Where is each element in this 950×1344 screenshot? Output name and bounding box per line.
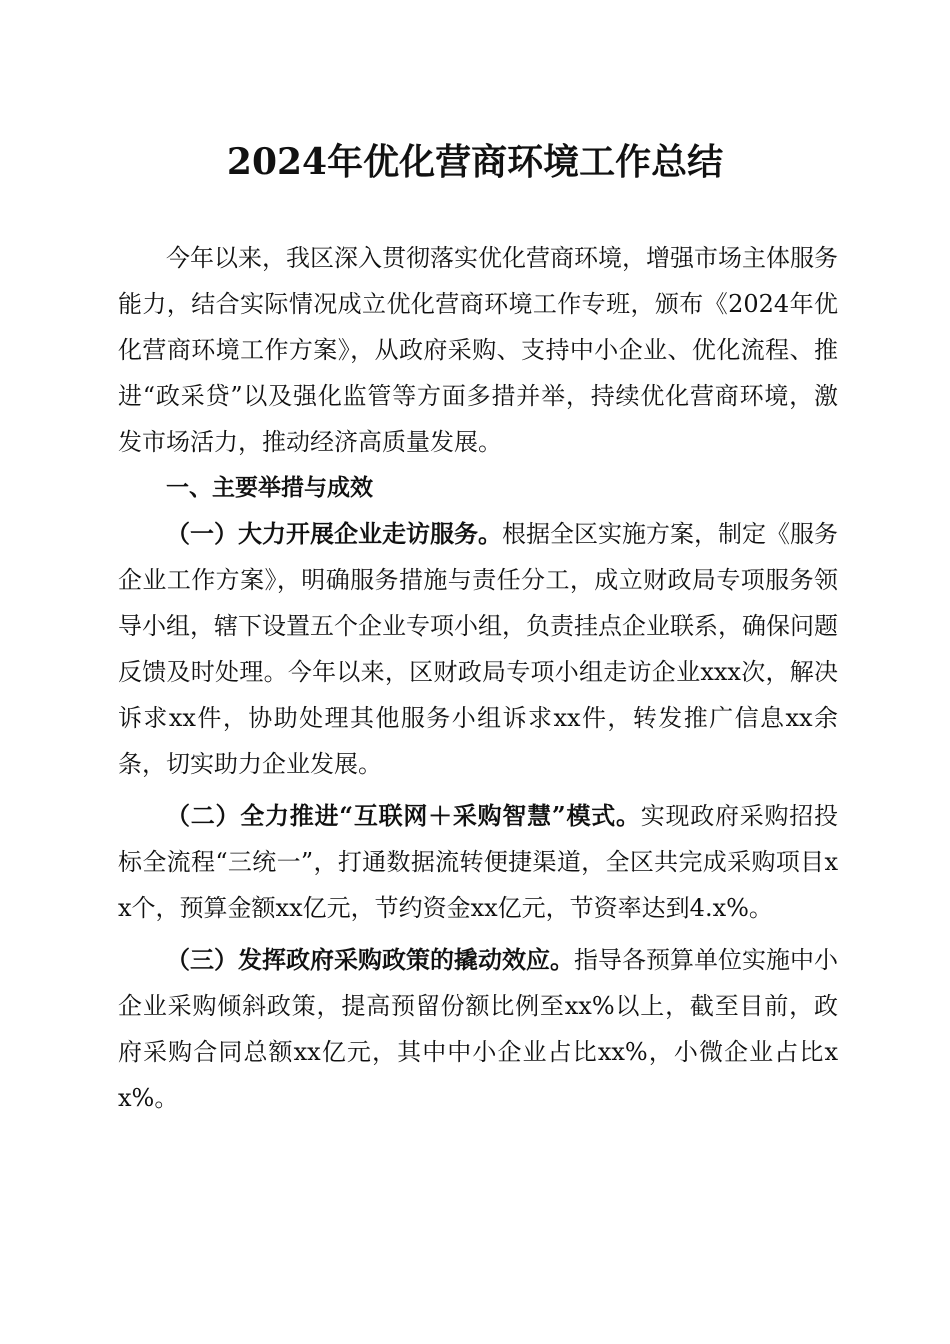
section-heading: 一、主要举措与成效 bbox=[166, 475, 373, 501]
item-paragraph-3 bbox=[118, 937, 838, 1121]
item-paragraph-2 bbox=[118, 793, 838, 931]
item-heading-1: （一）大力开展企业走访服务。 bbox=[166, 519, 502, 548]
document-body bbox=[118, 235, 838, 1121]
item-body-2: 实现政府采购招投标全流程“三统一”，打通数据流转便捷渠道，全区共完成采购项目xx个，预算金额xx亿元，节约资金xx亿元，节资率达到4.x%。 bbox=[118, 802, 839, 922]
document-title: 2024年优化营商环境工作总结 bbox=[226, 141, 724, 183]
item-body-3: 指导各预算单位实施中小企业采购倾斜政策，提高预留份额比例至xx%以上，截至目前，政府采购合同总额xx亿元，其中中小企业占比xx%，小微企业占比xx%。 bbox=[118, 946, 838, 1112]
item-paragraph-1 bbox=[118, 511, 838, 787]
item-heading-2: （二）全力推进“互联网＋采购智慧”模式。 bbox=[166, 801, 641, 830]
item-body-1: 根据全区实施方案，制定《服务企业工作方案》，明确服务措施与责任分工，成立财政局专项服务领导小组，辖下设置五个企业专项小组，负责挂点企业联系，确保问题反馈及时处理。今年以来，区财政局专项小组走访企业xxx次，解决诉求xx件，协助处理其他服务小组诉求xx件，转发推广信息xx余条，切实助力企业发展。 bbox=[118, 520, 838, 778]
intro-paragraph: 今年以来，我区深入贯彻落实优化营商环境，增强市场主体服务能力，结合实际情况成立优化营商环境工作专班，颁布《2024年优化营商环境工作方案》，从政府采购、支持中小企业、优化流程、推进“政采贷”以及强化监管等方面多措并举，持续优化营商环境，激发市场活力，推动经济高质量发展。 bbox=[118, 244, 838, 456]
item-heading-3: （三）发挥政府采购政策的撬动效应。 bbox=[166, 945, 574, 974]
